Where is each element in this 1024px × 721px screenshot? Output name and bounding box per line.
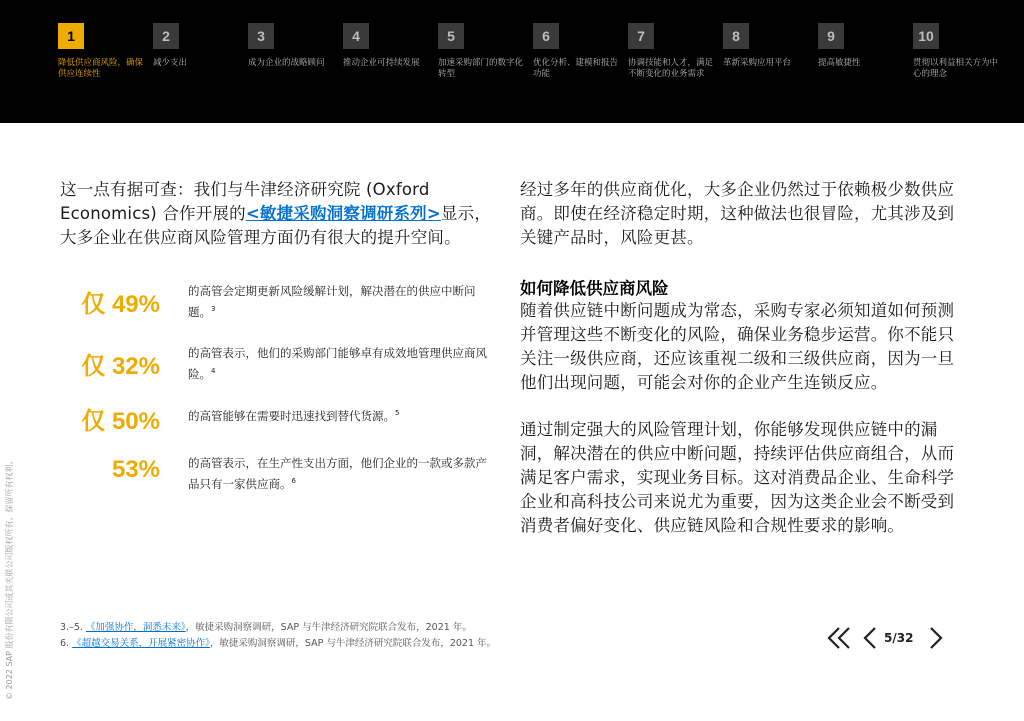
footnote-line: 6. 《超越交易关系，开展紧密协作》，敏捷采购洞察调研，SAP 与牛津经济研究院联合发布，2021 年。 <box>60 638 497 649</box>
chapter-label: 贯彻以利益相关方为中心的理念 <box>913 58 999 79</box>
chapter-number: 9 <box>818 23 844 49</box>
current-page: 5 <box>884 631 893 645</box>
chapter-label: 提高敏捷性 <box>818 58 861 68</box>
chapter-label: 推动企业可持续发展 <box>343 58 420 68</box>
stat-description: 的高管能够在需要时迅速找到替代货源。$^5$ <box>188 409 400 423</box>
chapter-tab-8[interactable] <box>723 23 815 69</box>
chapter-number: 10 <box>913 23 939 49</box>
stat-value: 53% <box>111 456 160 483</box>
footnote-line: 3.–5. 《加强协作，洞悉未来》，敏捷采购洞察调研，SAP 与牛津经济研究院联合发布，2021 年。 <box>60 622 472 633</box>
chapter-tab-6[interactable] <box>533 23 625 80</box>
intro-text-before: 这一点有据可查：我们与牛津经济研究院 (Oxford Economics) 合作开展的 <box>60 180 430 223</box>
prev-page-icon[interactable] <box>862 625 878 651</box>
chapter-label: 优化分析、建模和报告功能 <box>533 58 619 79</box>
chapter-tab-7[interactable] <box>628 23 720 80</box>
stat-value: 仅 49% <box>81 291 160 318</box>
footnote-link[interactable]: 《超越交易关系，开展紧密协作》 <box>72 638 210 649</box>
footnote-ref: 3 <box>211 305 216 313</box>
right-paragraph-2: 随着供应链中断问题成为常态，采购专家必须知道如何预测并管理这些不断变化的风险，确保业务稳步运营。你不能只关注一级供应商，还应该重视二级和三级供应商，因为一旦他们出现问题，可能会对你的企业产生连锁反应。 <box>520 301 955 392</box>
stat-row <box>60 399 500 447</box>
chapter-tab-3[interactable] <box>248 23 340 69</box>
chapter-label: 协调技能和人才，满足不断变化的业务需求 <box>628 58 714 79</box>
chapter-label: 成为企业的战略顾问 <box>248 58 325 68</box>
stat-description: 的高管表示，在生产性支出方面，他们企业的一款或多款产品只有一家供应商。$^6$ <box>188 456 487 491</box>
chapter-tab-10[interactable] <box>913 23 1005 80</box>
chapter-number: 6 <box>533 23 559 49</box>
chapter-number: 3 <box>248 23 274 49</box>
chapter-number: 2 <box>153 23 179 49</box>
footnote-link[interactable]: 《加强协作，洞悉未来》 <box>85 622 186 633</box>
stat-row <box>60 282 500 330</box>
chapter-tab-9[interactable] <box>818 23 910 69</box>
chapter-label: 减少支出 <box>153 58 188 68</box>
chapter-tab-4[interactable] <box>343 23 435 69</box>
footnote-ref: 5 <box>395 409 400 417</box>
right-paragraph-3: 通过制定强大的风险管理计划，你能够发现供应链中的漏洞，解决潜在的供应中断问题，持续评估供应商组合，从而满足客户需求，实现业务目标。这对消费品企业、生命科学企业和高科技公司来说尤为重要，因为这类企业会不断受到消费者偏好变化、供应链风险和合规性要求的影响。 <box>520 420 955 535</box>
first-page-icon[interactable] <box>826 625 852 651</box>
next-page-icon[interactable] <box>928 625 944 651</box>
stat-row <box>60 344 500 392</box>
right-paragraph-1: 经过多年的供应商优化，大多企业仍然过于依赖极少数供应商。即使在经济稳定时期，这种做法也很冒险，尤其涉及到关键产品时，风险更甚。 <box>520 180 955 247</box>
stat-value: 仅 50% <box>81 408 160 435</box>
stat-description: 的高管表示，他们的采购部门能够卓有成效地管理供应商风险。$^4$ <box>188 346 487 381</box>
footnote-ref: 6 <box>291 477 296 485</box>
footnotes <box>60 620 496 652</box>
intro-paragraph <box>60 178 506 250</box>
chapter-tab-2[interactable] <box>153 23 245 69</box>
chapter-label: 革新采购应用平台 <box>723 58 792 68</box>
chapter-label: 降低供应商风险，确保供应连续性 <box>58 58 144 79</box>
chapter-number: 1 <box>58 23 84 49</box>
chapter-number: 5 <box>438 23 464 49</box>
section-heading: 如何降低供应商风险 <box>520 279 669 298</box>
stat-description: 的高管会定期更新风险缓解计划，解决潜在的供应中断问题。$^3$ <box>188 284 476 319</box>
stat-row <box>60 454 500 502</box>
chapter-number: 7 <box>628 23 654 49</box>
copyright-notice: © 2022 SAP 股份有限公司或其关联公司版权所有。保留所有权利。 <box>5 456 14 700</box>
page-indicator: 5/32 <box>884 631 914 645</box>
chapter-tab-1[interactable] <box>58 23 150 80</box>
survey-series-link[interactable]: <敏捷采购洞察调研系列> <box>245 204 441 223</box>
chapter-tab-5[interactable] <box>438 23 530 80</box>
chapter-nav <box>0 0 1024 123</box>
chapter-label: 加速采购部门的数字化转型 <box>438 58 524 79</box>
footnote-ref: 4 <box>211 367 216 375</box>
chapter-number: 8 <box>723 23 749 49</box>
total-pages: 32 <box>896 631 914 645</box>
stat-value: 仅 32% <box>81 353 160 380</box>
chapter-number: 4 <box>343 23 369 49</box>
intro-text-after: 显示，大多企业在供应商风险管理方面仍有很大的提升空间。 <box>60 204 492 247</box>
